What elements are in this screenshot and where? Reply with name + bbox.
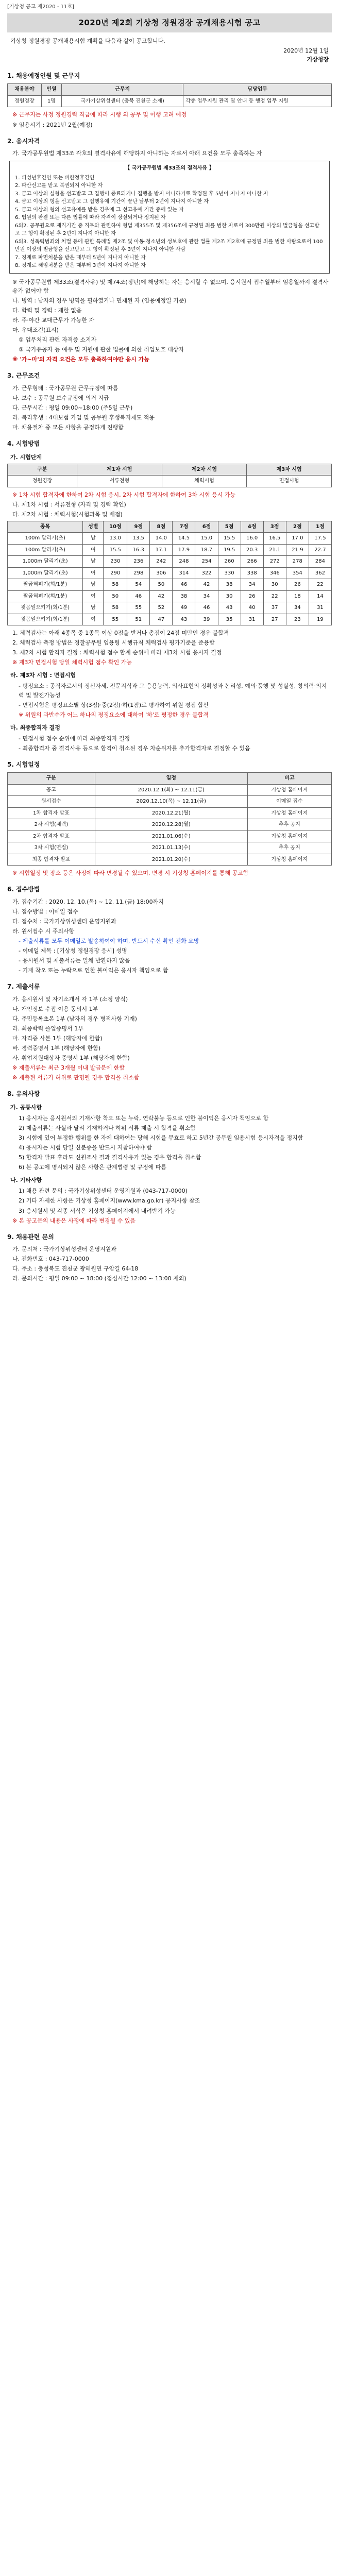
table-cell: 272 [263, 556, 286, 568]
table-row [8, 533, 332, 545]
th-score: 1점 [309, 521, 331, 533]
sec4-c-line: - 평정요소 : 공직자로서의 정신자세, 전문지식과 그 응용능력, 의사표현의 정확성과 논리성, 예의·품행 및 성실성, 창의력·의지력 및 발전가능성 [19, 683, 327, 699]
sec8-sub: 가. 공통사항 [10, 1104, 42, 1111]
sec7-item: 가. 응시원서 및 자기소개서 각 1부 (소정 양식) [12, 996, 128, 1003]
table-cell: 17.1 [150, 544, 173, 556]
table-cell: 14.5 [173, 533, 195, 545]
table-cell: 354 [286, 567, 309, 579]
sec5-note: ※ 시험일정 및 장소 등은 사정에 따라 변경될 수 있으며, 변경 시 기상청 홈페이지를 통해 공고함 [12, 870, 249, 877]
table-cell: 윗몸일으키기(회/1분) [8, 614, 83, 625]
table-cell: 42 [150, 590, 173, 602]
sec4-c-line: ※ 위원의 과반수가 어느 하나의 평정요소에 대하여 '하'로 평정한 경우 불합격 [19, 711, 209, 718]
sec4-c-line: - 면접시험은 평정요소별 상(3점)·중(2점)·하(1점)로 평가하여 위원 평점 합산 [19, 701, 209, 708]
sec2-extra: 다. 학력 및 경력 : 제한 없음 [12, 307, 82, 314]
section-8-title: 8. 유의사항 [7, 1090, 40, 1098]
sec7-item: ※ 제출서류는 최근 3개월 이내 발급분에 한함 [12, 1064, 125, 1072]
sec9-item: 나. 전화번호 : 043-717-0000 [12, 1256, 89, 1263]
sec7-item: 마. 자격증 사본 1부 (해당자에 한함) [12, 1035, 103, 1042]
sec6-item: - 제출서류를 모두 이메일로 발송하여야 하며, 반드시 수신 확인 전화 요망 [19, 938, 199, 945]
sec9-item: 다. 주소 : 충청북도 진천군 광혜원면 구암길 64-18 [12, 1265, 139, 1273]
table-cell: 266 [241, 556, 263, 568]
sec4-after: ※ 제3차 면접시험 당일 체력시험 점수 확인 가능 [12, 659, 132, 666]
date-org [7, 46, 329, 64]
th-score: 6점 [195, 521, 218, 533]
table-cell: 1차 합격자 발표 [8, 807, 95, 819]
table-cell: 30 [218, 590, 241, 602]
th-score: 성별 [83, 521, 104, 533]
table-cell: 260 [218, 556, 241, 568]
table-cell: 15.5 [218, 533, 241, 545]
table-cell: 37 [263, 602, 286, 614]
table-cell: 20.3 [241, 544, 263, 556]
sec6-item: 라. 원서접수 시 주의사항 [12, 928, 75, 935]
table-cell: 46 [195, 602, 218, 614]
sec3-item: 다. 근무시간 : 평일 09:00~18:00 (주5일 근무) [12, 404, 133, 411]
gazette-tag: [기상청 공고 제2020 - 11호] [7, 4, 74, 10]
th-stage: 제2차 시험 [162, 464, 247, 476]
table-row [8, 544, 332, 556]
table-cell: 30 [263, 579, 286, 591]
th-location: 근무지 [61, 84, 183, 96]
table-row [8, 796, 332, 808]
sec7-item: 바. 경력증명서 1부 (해당자에 한함) [12, 1045, 101, 1052]
table-cell: 50 [150, 579, 173, 591]
intro-text: 기상청 정원경장 공개채용시험 계획을 다음과 같이 공고합니다. [10, 37, 165, 44]
table-cell: 23 [286, 614, 309, 625]
table-cell: 기상청 홈페이지 [247, 831, 331, 842]
sec7-item: 라. 최종학력 졸업증명서 1부 [12, 1025, 83, 1032]
table-cell: 46 [173, 579, 195, 591]
table-row [8, 854, 332, 866]
sec6-item: - 이메일 제목 : [기상청 정원경장 응시] 성명 [19, 947, 127, 955]
table-cell: 팔굽혀펴기(회/1분) [8, 579, 83, 591]
sec4-after: 1. 체력검사는 아래 4종목 중 1종목 이상 0점을 받거나 총점이 24점 미만인 경우 불합격 [12, 630, 229, 637]
box-line: 6. 법원의 판결 또는 다른 법률에 따라 자격이 상실되거나 정지된 자 [15, 215, 166, 221]
table-row [8, 614, 332, 625]
table-cell: 16.5 [263, 533, 286, 545]
table-cell: 15.0 [195, 533, 218, 545]
sec4-d-line: - 면접시험 점수 순위에 따라 최종합격자 결정 [19, 735, 130, 742]
table-cell: 14 [309, 590, 331, 602]
table-cell: 2020.12.10(목) ~ 12.11(금) [95, 796, 247, 808]
sec8-item: 3) 응시원서 및 각종 서식은 기상청 홈페이지에서 내려받기 가능 [19, 1207, 176, 1214]
sec8-sub-b: 나. 기타사항 [10, 1177, 42, 1184]
sec8-item: 2) 기타 자세한 사항은 기상청 홈페이지(www.kma.go.kr) 공지사항 참조 [19, 1197, 200, 1205]
table-cell: 34 [286, 602, 309, 614]
table-cell: 284 [309, 556, 331, 568]
sec7-item: 사. 취업지원대상자 증명서 1부 (해당자에 한함) [12, 1055, 130, 1062]
table-cell: 34 [241, 579, 263, 591]
th-score: 종목 [8, 521, 83, 533]
table-row [8, 842, 332, 854]
table-cell: 306 [150, 567, 173, 579]
sec8-item: 6) 본 공고에 명시되지 않은 사항은 관계법령 및 규정에 따름 [19, 1164, 167, 1171]
table-cell: 100m 달리기(초) [8, 544, 83, 556]
table-cell: 13.0 [104, 533, 127, 545]
box-line: 1. 피성년후견인 또는 피한정후견인 [15, 175, 95, 181]
sec9-item: 라. 문의시간 : 평일 09:00 ~ 18:00 (점심시간 12:00 ~ 13:00 제외) [12, 1275, 187, 1282]
cell-duty: 각종 업무지원 관리 및 안내 등 행정 업무 지원 [183, 95, 332, 107]
th-score: 3점 [263, 521, 286, 533]
table-cell: 55 [104, 614, 127, 625]
fitness-score-table [7, 521, 332, 626]
table-cell: 47 [150, 614, 173, 625]
table-cell: 팔굽혀펴기(회/1분) [8, 590, 83, 602]
table-cell: 남 [83, 556, 104, 568]
table-row [8, 602, 332, 614]
sec6-item: - 기재 착오 또는 누락으로 인한 불이익은 응시자 책임으로 함 [19, 967, 168, 974]
table-cell: 27 [263, 614, 286, 625]
table-cell: 2021.01.06(수) [95, 831, 247, 842]
th-count: 인원 [41, 84, 61, 96]
section-1-title: 1. 채용예정인원 및 근무지 [7, 72, 80, 79]
table-cell: 346 [263, 567, 286, 579]
th-stage: 제1차 시험 [77, 464, 162, 476]
table-cell: 남 [83, 533, 104, 545]
score-body [8, 533, 332, 625]
sec4-after: 2. 체력검사 측정 방법은 경찰공무원 임용령 시행규칙 체력검사 평가기준을 준용함 [12, 639, 215, 647]
th-score: 7점 [173, 521, 195, 533]
sec3-item: 마. 채용절차 중 모든 사항을 공정하게 진행함 [12, 423, 124, 431]
sec1-note-2: ※ 임용시기 : 2021년 2월(예정) [12, 121, 93, 128]
th-schedule: 비고 [247, 773, 331, 785]
table-cell: 18.7 [195, 544, 218, 556]
sec3-item: 가. 근무형태 : 국가공무원 근무규정에 따름 [12, 384, 118, 392]
table-cell: 2021.01.13(수) [95, 842, 247, 854]
sec8-item: 5) 합격자 발표 후라도 신원조사 결과 결격사유가 있는 경우 합격을 취소함 [19, 1154, 201, 1161]
th-field: 채용분야 [8, 84, 42, 96]
table-cell: 기상청 홈페이지 [247, 807, 331, 819]
sec8-item: 4) 응시자는 시험 당일 신분증을 반드시 지참하여야 함 [19, 1144, 152, 1151]
sec6-item: 가. 접수기간 : 2020. 12. 10.(목) ~ 12. 11.(금) 18:00까지 [12, 899, 164, 906]
table-cell: 2차 합격자 발표 [8, 831, 95, 842]
table-cell: 40 [241, 602, 263, 614]
table-cell: 254 [195, 556, 218, 568]
sec4-sub-d: 마. 최종합격자 결정 [10, 724, 60, 731]
table-cell: 남 [83, 579, 104, 591]
sec2-extra: ① 업무처리 관련 자격증 소지자 [19, 336, 97, 343]
table-cell: 최종 합격자 발표 [8, 854, 95, 866]
table-cell: 278 [286, 556, 309, 568]
table-cell: 2021.01.20(수) [95, 854, 247, 866]
cell-stage: 면접시험 [247, 476, 332, 487]
table-cell: 2020.12.21(월) [95, 807, 247, 819]
table-row [8, 590, 332, 602]
table-cell: 2020.12.28(월) [95, 819, 247, 831]
table-cell: 236 [127, 556, 150, 568]
th-stage: 제3차 시험 [247, 464, 332, 476]
sec7-item: 다. 주민등록초본 1부 (남자의 경우 병적사항 기재) [12, 1015, 137, 1023]
table-cell: 추후 공지 [247, 842, 331, 854]
table-row [8, 567, 332, 579]
section-6-title: 6. 접수방법 [7, 886, 40, 893]
section-7-title: 7. 제출서류 [7, 983, 40, 991]
table-cell: 100m 달리기(초) [8, 533, 83, 545]
table-row [8, 807, 332, 819]
th-duty: 담당업무 [183, 84, 332, 96]
table-cell: 21.9 [286, 544, 309, 556]
table-cell: 22 [263, 590, 286, 602]
table-cell: 여 [83, 614, 104, 625]
box-line: 6의3. 성폭력범죄의 처벌 등에 관한 특례법 제2조 및 아동·청소년의 성보호에 관한 법률 제2조 제2호에 규정된 죄를 범한 사람으로서 100만원 이상의 벌금형을 선고받고 그 형이 확정된 후 3년이 지나지 아니한 사람 [15, 239, 323, 253]
table-cell: 19 [309, 614, 331, 625]
table-cell: 추후 공지 [247, 819, 331, 831]
th-score: 9점 [127, 521, 150, 533]
table-cell: 290 [104, 567, 127, 579]
table-cell: 15.5 [104, 544, 127, 556]
cell-stage: 정원경장 [8, 476, 77, 487]
sec2-extra: ※ 국가공무원법 제33조(결격사유) 및 제74조(정년)에 해당하는 자는 응시할 수 없으며, 응시원서 접수일부터 임용일까지 결격사유가 없어야 함 [12, 278, 329, 294]
table-cell: 38 [218, 579, 241, 591]
table-cell: 윗몸일으키기(회/1분) [8, 602, 83, 614]
table-cell: 230 [104, 556, 127, 568]
th-score: 10점 [104, 521, 127, 533]
sec4-d-line: - 최종합격자 중 결격사유 등으로 합격이 취소된 경우 차순위자를 추가합격자로 결정할 수 있음 [19, 744, 250, 752]
cell-count: 1명 [41, 95, 61, 107]
cell-stage: 체력시험 [162, 476, 247, 487]
table-cell: 38 [173, 590, 195, 602]
sec1-note-1: ※ 근무지는 사정 정원경력 직급에 따라 시행 외 공무 및 이행 고려 예정 [12, 111, 187, 118]
table-cell: 21.1 [263, 544, 286, 556]
table-cell: 원서접수 [8, 796, 95, 808]
recruit-table [7, 83, 332, 107]
table-cell: 314 [173, 567, 195, 579]
sec2-item-2: 나. 병역 : 남자의 경우 병역을 필하였거나 면제된 자 (임용예정일 기준) [12, 297, 187, 304]
sec6-item: - 응시원서 및 제출서류는 일체 반환하지 않음 [19, 957, 130, 964]
box-line: 6의2. 공무원으로 재직기간 중 직무와 관련하여 형법 제355조 및 제356조에 규정된 죄를 범한 자로서 300만원 이상의 벌금형을 선고받고 그 형이 확정된 후 2년이 지나지 아니한 자 [15, 223, 319, 237]
sec8-item: ※ 본 공고문의 내용은 사정에 따라 변경될 수 있음 [12, 1217, 136, 1224]
sec2-extra: ※ '가~마'의 자격 요건은 모두 충족하여야만 응시 가능 [12, 356, 149, 363]
table-cell: 1,000m 달리기(초) [8, 556, 83, 568]
table-cell: 248 [173, 556, 195, 568]
table-cell: 남 [83, 602, 104, 614]
table-row [8, 819, 332, 831]
sec8-item: 3) 시험에 있어 부정한 행위를 한 자에 대하여는 당해 시험을 무효로 하고 5년간 공무원 임용시험 응시자격을 정지함 [19, 1134, 303, 1142]
table-cell: 22.7 [309, 544, 331, 556]
table-cell: 26 [241, 590, 263, 602]
table-cell: 14.0 [150, 533, 173, 545]
table-cell: 1,000m 달리기(초) [8, 567, 83, 579]
table-row [8, 784, 332, 796]
sec2-extra: 라. 주·야간 교대근무가 가능한 자 [12, 316, 95, 324]
section-9-title: 9. 채용관련 문의 [7, 1233, 54, 1241]
box-line: 2. 파산선고를 받고 복권되지 아니한 자 [15, 183, 103, 189]
table-row [8, 831, 332, 842]
th-score: 8점 [150, 521, 173, 533]
th-score: 4점 [241, 521, 263, 533]
box-line: 4. 금고 이상의 형을 선고받고 그 집행유예 기간이 끝난 날부터 2년이 지나지 아니한 자 [15, 199, 209, 205]
table-cell: 58 [104, 579, 127, 591]
table-cell: 298 [127, 567, 150, 579]
issuing-org: 기상청장 [307, 56, 329, 63]
sec9-item: 가. 문의처 : 국가기상위성센터 운영지원과 [12, 1246, 116, 1253]
table-cell: 43 [218, 602, 241, 614]
table-cell: 39 [195, 614, 218, 625]
table-cell: 46 [127, 590, 150, 602]
table-cell: 43 [173, 614, 195, 625]
table-cell: 55 [127, 602, 150, 614]
table-cell: 34 [195, 590, 218, 602]
table-cell: 49 [173, 602, 195, 614]
table-cell: 2020.12.1(화) ~ 12.11(금) [95, 784, 247, 796]
sec4-sub-a: 가. 시험단계 [10, 453, 42, 461]
table-cell: 13.5 [127, 533, 150, 545]
box-line: 3. 금고 이상의 실형을 선고받고 그 집행이 종료되거나 집행을 받지 아니하기로 확정된 후 5년이 지나지 아니한 자 [15, 191, 268, 197]
box-title: 【 국가공무원법 제33조의 결격사유 】 [125, 165, 214, 172]
table-cell: 42 [195, 579, 218, 591]
cell-field: 정원경장 [8, 95, 42, 107]
table-cell: 26 [286, 579, 309, 591]
table-row [8, 579, 332, 591]
table-cell: 242 [150, 556, 173, 568]
table-cell: 17.9 [173, 544, 195, 556]
box-line: 5. 금고 이상의 형의 선고유예를 받은 경우에 그 선고유예 기간 중에 있는 자 [15, 207, 184, 213]
table-cell: 여 [83, 590, 104, 602]
th-score: 2점 [286, 521, 309, 533]
sec7-item: 나. 개인정보 수집·이용 동의서 1부 [12, 1006, 98, 1013]
sec4-note: 나. 제1차 시험 : 서류전형 (자격 및 경력 확인) [12, 501, 126, 508]
table-cell: 52 [150, 602, 173, 614]
sec4-note: ※ 1차 시험 합격자에 한하여 2차 시험 응시, 2차 시험 합격자에 한하여 3차 시험 응시 가능 [12, 491, 236, 498]
sec2-item-1: 가. 국가공무원법 제33조 각호의 결격사유에 해당하지 아니하는 자로서 아래 요건을 모두 충족하는 자 [12, 150, 262, 157]
table-cell: 17.0 [286, 533, 309, 545]
box-line: 7. 징계로 파면처분을 받은 때부터 5년이 지나지 아니한 자 [15, 255, 146, 261]
table-cell: 여 [83, 544, 104, 556]
section-4-title: 4. 시험방법 [7, 439, 40, 447]
disqualification-box [9, 161, 330, 274]
table-cell: 기상청 홈페이지 [247, 784, 331, 796]
sec3-item: 나. 보수 : 공무원 보수규정에 의거 지급 [12, 394, 109, 401]
section-3-title: 3. 근무조건 [7, 372, 40, 380]
table-cell: 54 [127, 579, 150, 591]
th-stage: 구분 [8, 464, 77, 476]
sec4-note: 다. 제2차 시험 : 체력시험(시험과목 및 배점) [12, 511, 123, 518]
table-cell: 16.0 [241, 533, 263, 545]
schedule-table [7, 772, 332, 866]
exam-stage-table [7, 464, 332, 487]
table-cell: 여 [83, 567, 104, 579]
schedule-body [8, 784, 332, 866]
table-cell: 16.3 [127, 544, 150, 556]
table-cell: 이메일 접수 [247, 796, 331, 808]
box-line: 8. 징계로 해임처분을 받은 때부터 3년이 지나지 아니한 자 [15, 263, 146, 269]
sec4-sub-c: 라. 제3차 시험 : 면접시험 [10, 672, 76, 679]
table-cell: 58 [104, 602, 127, 614]
table-cell: 51 [127, 614, 150, 625]
table-cell: 362 [309, 567, 331, 579]
table-cell: 31 [309, 602, 331, 614]
sec8-item: 1) 채용 관련 문의 : 국가기상위성센터 운영지원과 (043-717-0000) [19, 1188, 188, 1195]
table-cell: 2차 시험(체력) [8, 819, 95, 831]
sec8-item: 1) 응시자는 응시원서의 기재사항 착오 또는 누락, 연락불능 등으로 인한 불이익은 응시자 책임으로 함 [19, 1115, 269, 1122]
sec2-extra: 마. 우대조건(표시) [12, 326, 59, 333]
table-cell: 19.5 [218, 544, 241, 556]
section-5-title: 5. 시험일정 [7, 760, 40, 768]
sec6-item: 다. 접수처 : 국가기상위성센터 운영지원과 [12, 918, 116, 925]
th-schedule: 구분 [8, 773, 95, 785]
notice-date: 2020년 12월 1일 [283, 47, 329, 54]
table-cell: 322 [195, 567, 218, 579]
table-cell: 기상청 홈페이지 [247, 854, 331, 866]
cell-stage: 서류전형 [77, 476, 162, 487]
sec4-after: 3. 제2차 시험 합격자 결정 : 체력시험 점수 합계 순위에 따라 제3차 시험 응시자 결정 [12, 649, 222, 656]
table-row [8, 556, 332, 568]
table-cell: 공고 [8, 784, 95, 796]
table-cell: 31 [241, 614, 263, 625]
sec8-item: 2) 제출서류는 사실과 달리 기재하거나 허위 서류 제출 시 합격을 취소함 [19, 1125, 196, 1132]
table-cell: 17.5 [309, 533, 331, 545]
table-cell: 3차 시험(면접) [8, 842, 95, 854]
sec3-item: 라. 복리후생 : 4대보험 가입 및 공무원 후생복지제도 적용 [12, 414, 155, 421]
th-schedule: 일정 [95, 773, 247, 785]
page-title: 2020년 제2회 기상청 정원경장 공개채용시험 공고 [7, 13, 332, 32]
table-cell: 35 [218, 614, 241, 625]
table-cell: 338 [241, 567, 263, 579]
sec2-extra: ② 국가유공자 등 예우 및 지원에 관한 법률에 의한 취업보호 대상자 [19, 346, 184, 353]
th-score: 5점 [218, 521, 241, 533]
table-cell: 50 [104, 590, 127, 602]
cell-location: 국가기상위성센터 (충북 진천군 소재) [61, 95, 183, 107]
sec6-item: 나. 접수방법 : 이메일 접수 [12, 908, 78, 916]
sec7-item: ※ 제출된 서류가 허위로 판명될 경우 합격을 취소함 [12, 1074, 140, 1081]
table-cell: 330 [218, 567, 241, 579]
section-2-title: 2. 응시자격 [7, 137, 40, 145]
table-cell: 22 [309, 579, 331, 591]
table-cell: 18 [286, 590, 309, 602]
